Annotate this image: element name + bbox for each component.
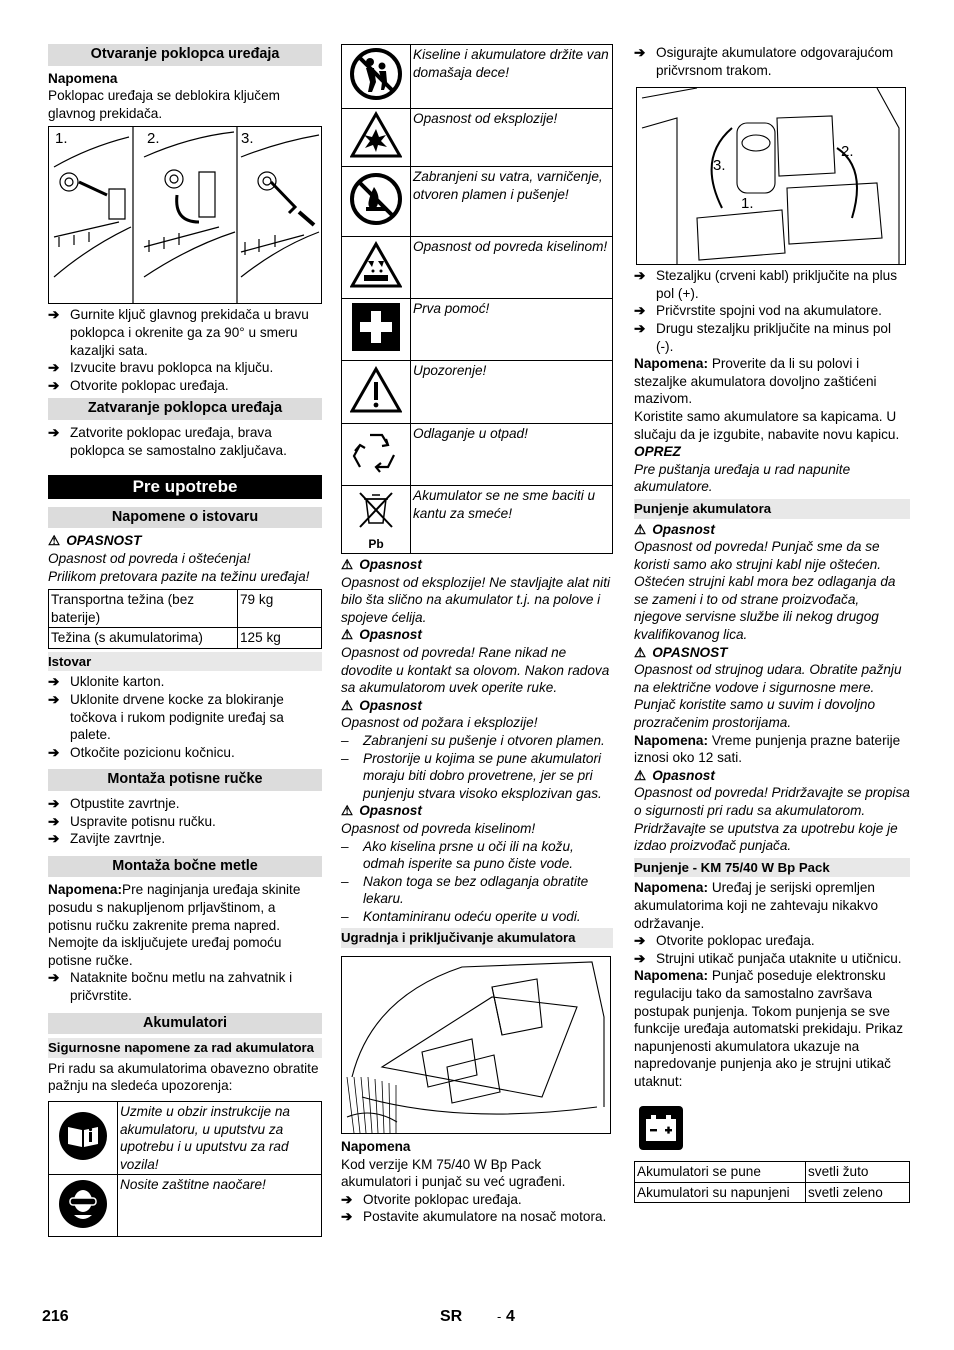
arrow-icon: ➔ — [634, 320, 646, 336]
symbol-table-2 — [341, 44, 613, 554]
list-item: ➔ Otpustite zavrtnje. — [48, 796, 180, 812]
acid-icon — [342, 237, 411, 299]
list-item: ➔ Otvorite poklopac uređaja. — [634, 933, 815, 949]
note-paragraph: Napomena: Uređaj je serijski opremljen akumulatorima koji ne zahtevaju nikakvo održavanje. — [634, 880, 879, 931]
section-title-push-handle: Montaža potisne ručke — [48, 769, 322, 791]
warning-text: Opasnost od požara i eksplozije! — [341, 715, 538, 731]
warning-label: ⚠ Opasnost — [634, 521, 715, 537]
manual-icon — [49, 1101, 118, 1174]
section-page-number: 4 — [506, 1308, 515, 1325]
warning-triangle-icon: ⚠ — [48, 533, 61, 549]
warning-text: Opasnost od povreda kiselinom! — [341, 820, 536, 836]
figure-battery-install — [341, 956, 611, 1134]
warning-label: ⚠ Opasnost — [341, 803, 422, 819]
section-title-open-cover: Otvaranje poklopca uređaja — [48, 44, 322, 66]
warning-label: ⚠ OPASNOST — [48, 533, 142, 549]
symbol-table-1 — [48, 1101, 322, 1237]
table-row: Akumulatori se pune svetli žuto — [635, 1162, 910, 1183]
arrow-icon: ➔ — [48, 674, 60, 690]
fig-label-1: 1. — [741, 195, 754, 213]
steps-charging — [634, 932, 910, 967]
steps-unloading — [48, 673, 322, 761]
list-item: ➔ Zatvorite poklopac uređaja, brava poklopca se samostalno zaključava. — [48, 424, 287, 458]
warning-list — [341, 732, 613, 802]
warning-text: Prilikom pretovara pazite na težinu uređaja! — [48, 568, 310, 584]
section-title-batteries: Akumulatori — [48, 1013, 322, 1035]
no-bin-icon — [342, 486, 411, 554]
note-paragraph: Napomena: Punjač poseduje elektronsku regulaciju tako da samostalno završava postupak punjenja. Tokom punjenja se sve funkcije uređaja automatski prekidaju. Prikaz napunjenosti akumulatora ukazuje na napredovanje punjenja ako je strujni utikač utaknut: — [634, 968, 903, 1089]
table-row: Pb Akumulator se ne sme baciti u kantu za smeće! — [342, 486, 613, 554]
steps-close-cover — [48, 424, 322, 459]
list-item: – Ako kiselina prsne u oči ili na kožu, odmah isperite sa puno čiste vode. — [341, 838, 574, 872]
footer-separator: - — [497, 1309, 502, 1324]
steps-open-cover — [48, 306, 322, 394]
warning-text: Opasnost od povreda i oštećenja! — [48, 550, 251, 566]
warning-triangle-icon: ⚠ — [341, 803, 354, 819]
arrow-icon: ➔ — [48, 970, 60, 986]
arrow-icon: ➔ — [341, 1191, 353, 1207]
warning-triangle-icon: ⚠ — [634, 767, 647, 783]
warning-triangle-icon: ⚠ — [634, 644, 647, 660]
table-row: Uzmite u obzir instrukcije na akumulatoru, u uputstvu za upotrebu i u uputstvu za rad vozila! — [49, 1101, 322, 1174]
section-title-charging-pack: Punjenje - KM 75/40 W Bp Pack — [634, 858, 910, 878]
list-item: – Prostorije u kojima se pune akumulatori moraju biti dobro provetrene, jer se pri punjenju stvara visoko eksplozivan gas. — [341, 750, 602, 801]
language-code: SR — [440, 1308, 463, 1325]
section-title-unloading: Istovar — [48, 652, 322, 672]
list-item: ➔ Otkočite pozicionu kočnicu. — [48, 744, 235, 760]
list-item: ➔ Nataknite bočnu metlu na zahvatnik i pričvrstite. — [48, 970, 293, 1003]
arrow-icon: ➔ — [48, 377, 60, 393]
note-paragraph: Napomena: Proverite da li su polovi i stezaljke akumulatora dovoljno zaštićeni mazivom. — [634, 356, 877, 407]
paragraph: Pri radu sa akumulatorima obavezno obratite pažnju na sledeća upozorenja: — [48, 1060, 319, 1094]
caution-text: Pre puštanja uređaja u rad napunite akumulatore. — [634, 461, 851, 495]
list-item: ➔ Stezaljku (crveni kabl) priključite na plus pol (+). — [634, 268, 898, 301]
list-item: – Zabranjeni su pušenje i otvoren plamen. — [341, 732, 605, 748]
arrow-icon: ➔ — [48, 360, 60, 376]
column-left — [48, 44, 322, 1237]
list-item: ➔ Zavijte zavrtnje. — [48, 831, 166, 847]
table-row: Nosite zaštitne naočare! — [49, 1175, 322, 1237]
figure-open-cover — [48, 126, 322, 304]
arrow-icon: ➔ — [48, 307, 60, 323]
table-row: Akumulatori su napunjeni svetli zeleno — [635, 1182, 910, 1203]
warning-list — [341, 838, 613, 926]
arrow-icon: ➔ — [48, 813, 60, 829]
battery-connection-illustration — [637, 88, 905, 264]
warning-label: ⚠ OPASNOST — [634, 644, 728, 660]
arrow-icon: ➔ — [48, 692, 60, 708]
list-item: – Nakon toga se bez odlaganja obratite lekaru. — [341, 873, 589, 907]
list-item: ➔ Izvucite bravu poklopca na ključu. — [48, 360, 274, 376]
battery-charge-icon — [638, 1105, 910, 1156]
warning-label: ⚠ Opasnost — [341, 627, 422, 643]
table-row: Upozorenje! — [342, 361, 613, 424]
steps-side-brush — [48, 969, 322, 1004]
recycle-icon — [342, 424, 411, 486]
list-item: ➔ Gurnite ključ glavnog prekidača u bravu poklopca i okrenite ga za 90° u smeru kazaljki sata. — [48, 307, 309, 358]
weights-table — [48, 589, 322, 649]
note-text: Kod verzije KM 75/40 W Bp Pack akumulatori i punjač su već ugrađeni. — [341, 1156, 566, 1190]
warning-text: Opasnost od strujnog udara. Obratite pažnju na električne vodove i sigurnosne mere. Punjač koristite samo u suvim i dovoljno prozračenim prostorijama. — [634, 662, 902, 731]
table-row: Opasnost od eksplozije! — [342, 109, 613, 167]
page-number: 216 — [42, 1308, 69, 1325]
chapter-title: Pre upotrebe — [48, 475, 322, 499]
note-text: Poklopac uređaja se deblokira ključem glavnog prekidača. — [48, 88, 280, 121]
charge-status-table — [634, 1161, 910, 1203]
arrow-icon: ➔ — [634, 303, 646, 319]
arrow-icon: ➔ — [634, 950, 646, 966]
arrow-icon: ➔ — [48, 424, 60, 440]
warning-label: ⚠ Opasnost — [634, 767, 715, 783]
arrow-icon: ➔ — [48, 744, 60, 760]
goggles-icon — [49, 1175, 118, 1237]
section-title-close-cover: Zatvaranje poklopca uređaja — [48, 398, 322, 420]
figure-battery-connection — [636, 87, 906, 265]
arrow-icon: ➔ — [634, 268, 646, 284]
arrow-icon: ➔ — [634, 45, 646, 60]
table-row: Odlaganje u otpad! — [342, 424, 613, 486]
keep-children-away-icon — [342, 45, 411, 109]
list-item: ➔ Strujni utikač punjača utaknite u utičnicu. — [634, 950, 902, 966]
warning-label: ⚠ Opasnost — [341, 557, 422, 572]
fig-label-2: 2. — [841, 143, 854, 161]
pb-label: Pb — [368, 536, 384, 551]
steps-connect-battery — [634, 267, 910, 355]
note-paragraph: Napomena:Pre naginjanja uređaja skinite posudu s nakupljenom prljavštinom, a potisnu ručku zakrenite prema napred. Nemojte da isključujete uređaj pomoću potisne ručke. — [48, 882, 301, 968]
no-fire-icon — [342, 167, 411, 237]
warning-triangle-icon: ⚠ — [341, 627, 354, 643]
warning-triangle-icon: ⚠ — [341, 697, 354, 713]
warning-triangle-icon: ⚠ — [341, 557, 354, 572]
warning-label: ⚠ Opasnost — [341, 697, 422, 713]
table-row: Težina (s akumulatorima) 125 kg — [49, 628, 322, 649]
warning-icon — [342, 361, 411, 424]
list-item: ➔ Uspravite potisnu ručku. — [48, 813, 216, 829]
warning-text: Opasnost od eksplozije! Ne stavljajte alat niti bilo šta slično na akumulator t.j. na polove i spojeve ćelija. — [341, 574, 610, 625]
fig-label-3: 3. — [241, 130, 254, 148]
table-row: Opasnost od povreda kiselinom! — [342, 237, 613, 299]
list-item: ➔ Otvorite poklopac uređaja. — [341, 1191, 522, 1207]
note-label: Napomena — [48, 70, 118, 86]
list-item: ➔ Otvorite poklopac uređaja. — [48, 377, 229, 393]
section-title-battery-safety: Sigurnosne napomene za rad akumulatora — [48, 1038, 322, 1058]
list-item: ➔ Drugu stezaljku priključite na minus pol (-). — [634, 320, 891, 354]
section-title-install-battery: Ugradnja i priključivanje akumulatora — [341, 928, 613, 948]
warning-text: Opasnost od povreda! Rane nikad ne dovodite u kontakt sa olovom. Nakon radova sa akumulatorom uvek operite ruke. — [341, 644, 610, 696]
steps-push-handle — [48, 795, 322, 848]
arrow-icon: ➔ — [341, 1209, 353, 1225]
steps-secure-battery — [634, 44, 910, 79]
note-paragraph: Napomena: Vreme punjenja prazne baterije iznosi oko 12 sati. — [634, 732, 901, 766]
warning-triangle-icon: ⚠ — [634, 521, 647, 537]
list-item: ➔ Uklonite karton. — [48, 674, 165, 690]
warning-text: Opasnost od povreda! Pridržavajte se propisa o sigurnosti pri radu sa akumulatorom. Pridržavajte se uputstva za upotrebu koje je izdao proizvođač punjača. — [634, 785, 910, 854]
battery-compartment-illustration — [342, 957, 610, 1133]
steps-install-battery — [341, 1191, 613, 1226]
arrow-icon: ➔ — [48, 831, 60, 847]
arrow-icon: ➔ — [48, 796, 60, 812]
list-item: ➔ Postavite akumulatore na nosač motora. — [341, 1209, 607, 1225]
table-row: Kiseline i akumulatore držite van domašaja dece! — [342, 45, 613, 109]
list-item: ➔ Uklonite drvene kocke za blokiranje točkova i rukom podignite uređaj sa palete. — [48, 692, 284, 743]
explosion-icon — [342, 109, 411, 167]
list-item: ➔ Osigurajte akumulatore odgovarajućom pričvrsnom trakom. — [634, 45, 894, 78]
table-row: Prva pomoć! — [342, 299, 613, 361]
section-title-side-brush: Montaža bočne metle — [48, 856, 322, 878]
column-middle — [341, 44, 613, 1226]
table-row: Transportna težina (bez baterije) 79 kg — [49, 590, 322, 628]
list-item: ➔ Pričvrstite spojni vod na akumulatore. — [634, 303, 882, 319]
fig-label-1: 1. — [55, 130, 68, 148]
section-title-charging: Punjenje akumulatora — [634, 499, 910, 519]
note-label: Napomena — [341, 1139, 411, 1155]
table-row: Zabranjeni su vatra, varničenje, otvoren plamen i pušenje! — [342, 167, 613, 237]
fig-label-3: 3. — [713, 157, 726, 175]
section-title-unloading-notes: Napomene o istovaru — [48, 507, 322, 529]
arrow-icon: ➔ — [634, 933, 646, 949]
key-steps-illustration — [49, 127, 322, 303]
paragraph: Koristite samo akumulatore sa kapicama. U slučaju da je izgubite, nabavite novu kapicu. — [634, 408, 900, 442]
warning-text: Opasnost od povreda! Punjač sme da se koristi samo ako strujni kabl nije oštećen. Oštećen strujni kabl mora bez odlaganja da se zameni i to od strane proizvođača, njegove servisne službe ili nekog drugog kvalifikovanog lica. — [634, 539, 896, 643]
first-aid-icon — [342, 299, 411, 361]
list-item: – Kontaminiranu odeću operite u vodi. — [341, 908, 581, 924]
fig-label-2: 2. — [147, 130, 160, 148]
column-right — [634, 44, 910, 1203]
caution-label: OPREZ — [634, 444, 681, 460]
